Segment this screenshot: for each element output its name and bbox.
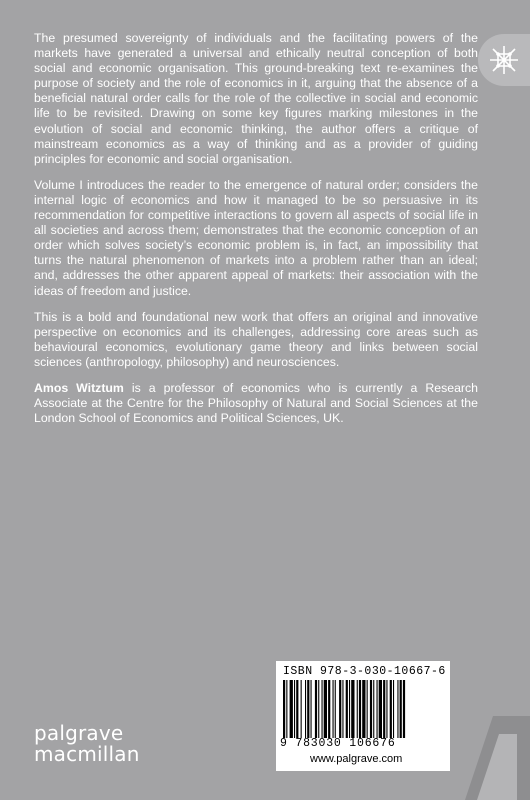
author-bio [34,381,478,426]
spine-arrow-icon [465,716,530,800]
publisher-name-line2: macmillan [34,742,140,766]
blurb-text [34,31,478,437]
publisher-name-line1: palgrave [34,721,124,745]
publisher-url: www.palgrave.com [310,753,403,765]
series-logo-icon [488,44,520,76]
blurb-paragraph-1: The presumed sovereignty of individuals and the facilitating powers of the markets have generated a universal and ethically neutral conception of both social and economic organisation. This ground-breaking text re-examines the purpose of society and the role of economics in it, arguing that the absence of a beneficial natural order calls for the role of the collective in social and economic life to be revisited. Drawing on some key figures marking milestones in the evolution of social and economic thinking, the author offers a critique of mainstream economics as a way of thinking and as a provider of guiding principles for economic and social organisation. [34,31,478,166]
publisher-logo [34,723,140,765]
isbn-label: ISBN 978-3-030-10667-6 [283,665,446,678]
barcode-icon [283,680,443,738]
barcode-digits: 9 783030 106676 [280,737,396,750]
isbn-barcode-box [276,661,450,771]
blurb-paragraph-2: Volume I introduces the reader to the emergence of natural order; considers the internal logic of economics and how it managed to be so persuasive in its recommendation for competitive interactions to govern all aspects of social life in all societies and across them; demonstrates that the economic conception of an order which solves society’s economic problem is, in fact, an impossibility that turns the natural phenomenon of markets into a problem rather than an ideal; and, addresses the other apparent appeal of markets: their association with the ideas of freedom and justice. [34,177,478,298]
series-logo-badge [478,34,530,86]
author-name: Amos Witztum [34,380,124,395]
author-bio-text: is a professor of economics who is currently a Research Associate at the Centre for the Philosophy of Natural and Social Sciences at the London School of Economics and Political Sciences, UK. [34,380,479,426]
blurb-paragraph-3: This is a bold and foundational new work that offers an original and innovative perspective on economics and its challenges, addressing core areas such as behavioural economics, evolutionary game theory and links between social sciences (anthropology, philosophy) and neurosciences. [34,309,478,369]
